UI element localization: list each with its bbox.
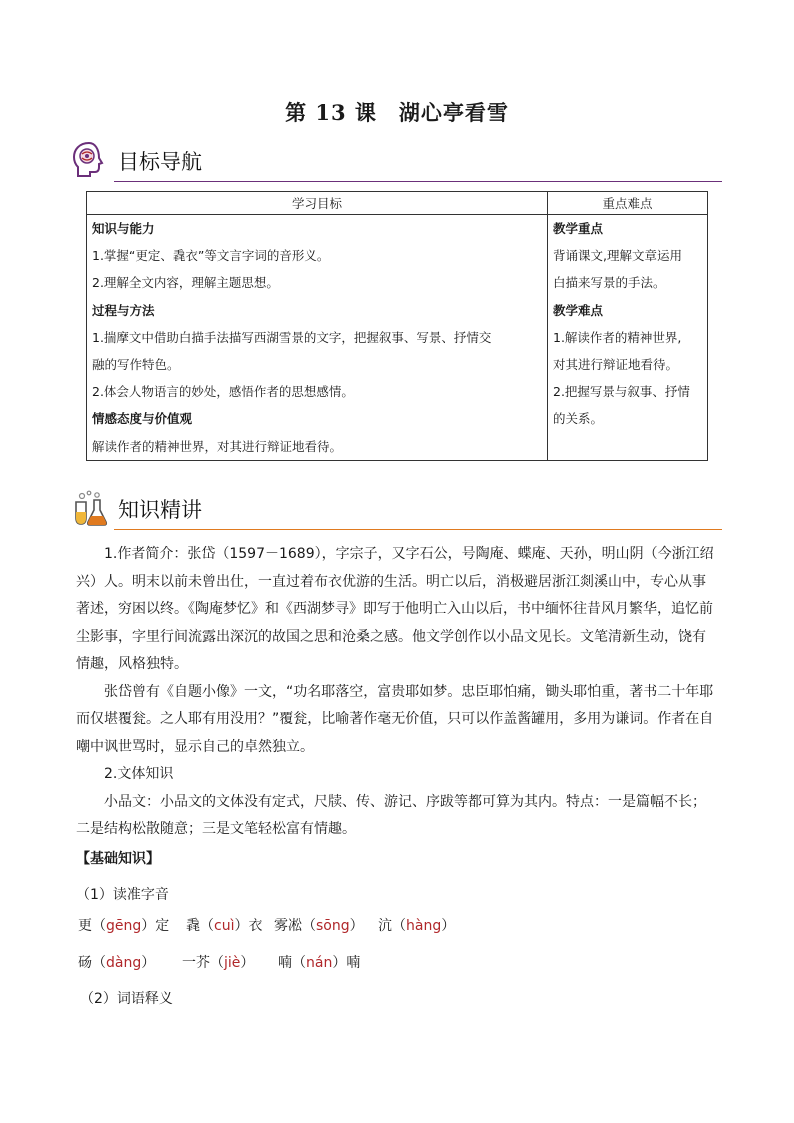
- table-header-key-points: 重点难点: [548, 192, 708, 215]
- key-point-line: 教学难点: [553, 302, 604, 318]
- goals-table: [86, 191, 708, 461]
- key-point-line: 白描来写景的手法。: [553, 275, 666, 291]
- paragraph-author: 1.作者简介：张岱（1597－1689），字宗子，又字石公，号陶庵、蝶庵、天孙，明山阴（今浙江绍兴）人。明末以前未曾出仕，一直过着布衣优游的生活。明亡以后，消极避居浙江剡溪山中，专心从事著述，穷困以终。《陶庵梦忆》和《西湖梦寻》即写于他明亡入山以后，书中缅怀往昔风月繁华，追忆前尘影事，字里行间流露出深沉的故国之思和沧桑之感。他文学创作以小品文见长。文笔清新生动，饶有情趣，风格独特。: [76, 546, 714, 672]
- goal-line: 过程与方法: [92, 302, 155, 318]
- basics-subheading-pronunciation: （1）读准字音: [76, 887, 169, 903]
- key-point-line: 1.解读作者的精神世界,: [553, 329, 682, 345]
- key-points-cell: [548, 215, 708, 461]
- goal-line: 2.理解全文内容，理解主题思想。: [92, 275, 279, 291]
- goal-line: 1.掌握“更定、毳衣”等文言字词的音形义。: [92, 248, 330, 264]
- pronunciation-row: [78, 952, 360, 972]
- paragraph-genre: 小品文：小品文的文体没有定式，尺牍、传、游记、序跋等都可算为其内。特点：一是篇幅不长；二是结构松散随意；三是文笔轻松富有情趣。: [76, 793, 706, 837]
- brain-head-icon: [70, 140, 108, 180]
- goal-line: 解读作者的精神世界，对其进行辩证地看待。: [92, 438, 343, 454]
- goal-line: 1.揣摩文中借助白描手法描写西湖雪景的文字，把握叙事、写景、抒情交: [92, 329, 492, 345]
- section-label: 知识精讲: [118, 498, 202, 522]
- pronunciation-item: 雾凇（sōng）: [274, 918, 364, 934]
- page-title: 第 13 课 湖心亭看雪: [285, 100, 509, 125]
- section-rule: [114, 181, 722, 182]
- lab-flask-icon: [70, 488, 108, 528]
- basics-heading: 【基础知识】: [76, 851, 160, 867]
- key-point-line: 教学重点: [553, 221, 604, 236]
- section-heading-goals: [70, 140, 722, 184]
- paragraph-self-portrait: 张岱曾有《自题小像》一文，“功名耶落空，富贵耶如梦。忠臣耶怕痛，锄头耶怕重，著书二十年耶而仅堪覆瓮。之人耶有用没用？”覆瓮，比喻著作毫无价值，只可以作盖酱罐用，多用为谦词。作者在自嘲中讽世骂时，显示自己的卓然独立。: [76, 683, 714, 755]
- paragraph-genre-heading: 2.文体知识: [104, 766, 174, 782]
- pronunciation-item: 毳（cuì）衣: [186, 918, 263, 934]
- pronunciation-item: 砀（dàng）: [78, 955, 156, 971]
- goals-cell: [87, 215, 548, 461]
- pronunciation-item: 更（gēng）定: [78, 918, 170, 934]
- basics-subheading-vocabulary: （2）词语释义: [80, 991, 173, 1007]
- goal-line: 情感态度与价值观: [92, 411, 193, 427]
- pronunciation-item: 喃（nán）喃: [278, 955, 361, 971]
- key-point-line: 对其进行辩证地看待。: [553, 356, 679, 372]
- knowledge-body: [76, 541, 716, 844]
- section-heading-knowledge: [70, 488, 722, 532]
- pronunciation-row: [78, 915, 455, 935]
- table-header-goals: 学习目标: [87, 192, 548, 215]
- section-rule: [114, 529, 722, 530]
- key-point-line: 2.把握写景与叙事、抒情: [553, 384, 690, 400]
- section-label: 目标导航: [118, 150, 202, 174]
- key-point-line: 背诵课文,理解文章运用: [553, 248, 682, 264]
- key-point-line: 的关系。: [553, 411, 604, 427]
- goal-line: 知识与能力: [92, 221, 155, 236]
- goal-line: 融的写作特色。: [92, 356, 180, 372]
- pronunciation-item: 一芥（jiè）: [182, 955, 255, 971]
- pronunciation-item: 沆（hàng）: [378, 918, 456, 934]
- goal-line: 2.体会人物语言的妙处，感悟作者的思想感情。: [92, 384, 354, 400]
